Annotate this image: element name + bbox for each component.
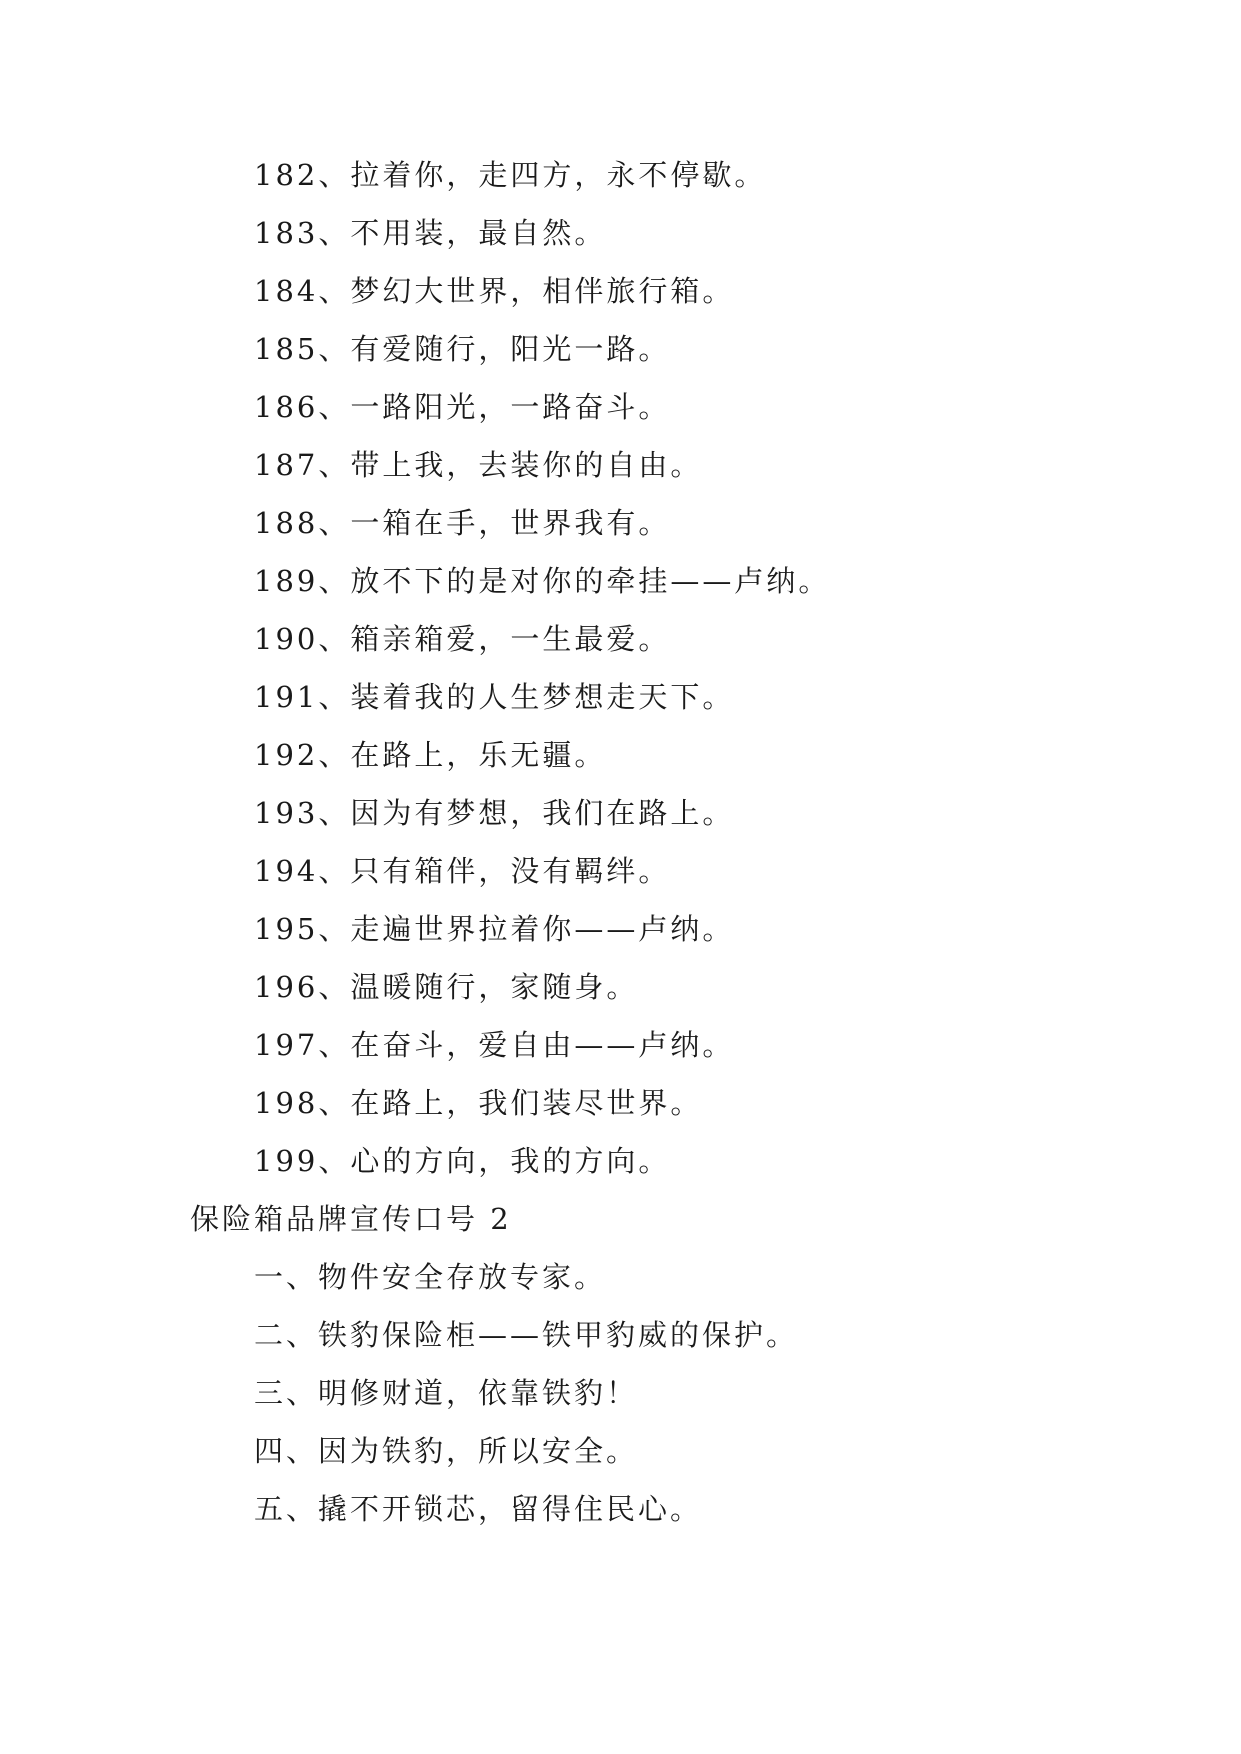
slogan-item: 193、因为有梦想，我们在路上。 bbox=[254, 796, 735, 830]
safe-slogan-item: 五、撬不开锁芯，留得住民心。 bbox=[254, 1492, 703, 1526]
slogan-item: 185、有爱随行，阳光一路。 bbox=[254, 332, 671, 366]
safe-slogan-item: 一、物件安全存放专家。 bbox=[254, 1260, 607, 1294]
safe-slogan-item: 三、明修财道，依靠铁豹！ bbox=[254, 1376, 639, 1410]
slogan-item: 191、装着我的人生梦想走天下。 bbox=[254, 680, 735, 714]
slogan-item: 184、梦幻大世界，相伴旅行箱。 bbox=[254, 274, 735, 308]
slogan-item: 190、箱亲箱爱，一生最爱。 bbox=[254, 622, 671, 656]
slogan-item: 195、走遍世界拉着你——卢纳。 bbox=[254, 912, 735, 946]
slogan-item: 189、放不下的是对你的牵挂——卢纳。 bbox=[254, 564, 831, 598]
slogan-item: 198、在路上，我们装尽世界。 bbox=[254, 1086, 703, 1120]
slogan-item: 192、在路上，乐无疆。 bbox=[254, 738, 607, 772]
slogan-list bbox=[0, 146, 1241, 1538]
section-heading: 保险箱品牌宣传口号 2 bbox=[190, 1202, 512, 1236]
slogan-item: 183、不用装，最自然。 bbox=[254, 216, 607, 250]
slogan-item: 197、在奋斗，爱自由——卢纳。 bbox=[254, 1028, 735, 1062]
slogan-item: 188、一箱在手，世界我有。 bbox=[254, 506, 671, 540]
slogan-item: 182、拉着你，走四方，永不停歇。 bbox=[254, 158, 767, 192]
safe-slogan-item: 二、铁豹保险柜——铁甲豹威的保护。 bbox=[254, 1318, 799, 1352]
safe-slogan-item: 四、因为铁豹，所以安全。 bbox=[254, 1434, 639, 1468]
slogan-item: 187、带上我，去装你的自由。 bbox=[254, 448, 703, 482]
slogan-item: 186、一路阳光，一路奋斗。 bbox=[254, 390, 671, 424]
slogan-item: 199、心的方向，我的方向。 bbox=[254, 1144, 671, 1178]
slogan-item: 196、温暖随行，家随身。 bbox=[254, 970, 639, 1004]
slogan-item: 194、只有箱伴，没有羁绊。 bbox=[254, 854, 671, 888]
